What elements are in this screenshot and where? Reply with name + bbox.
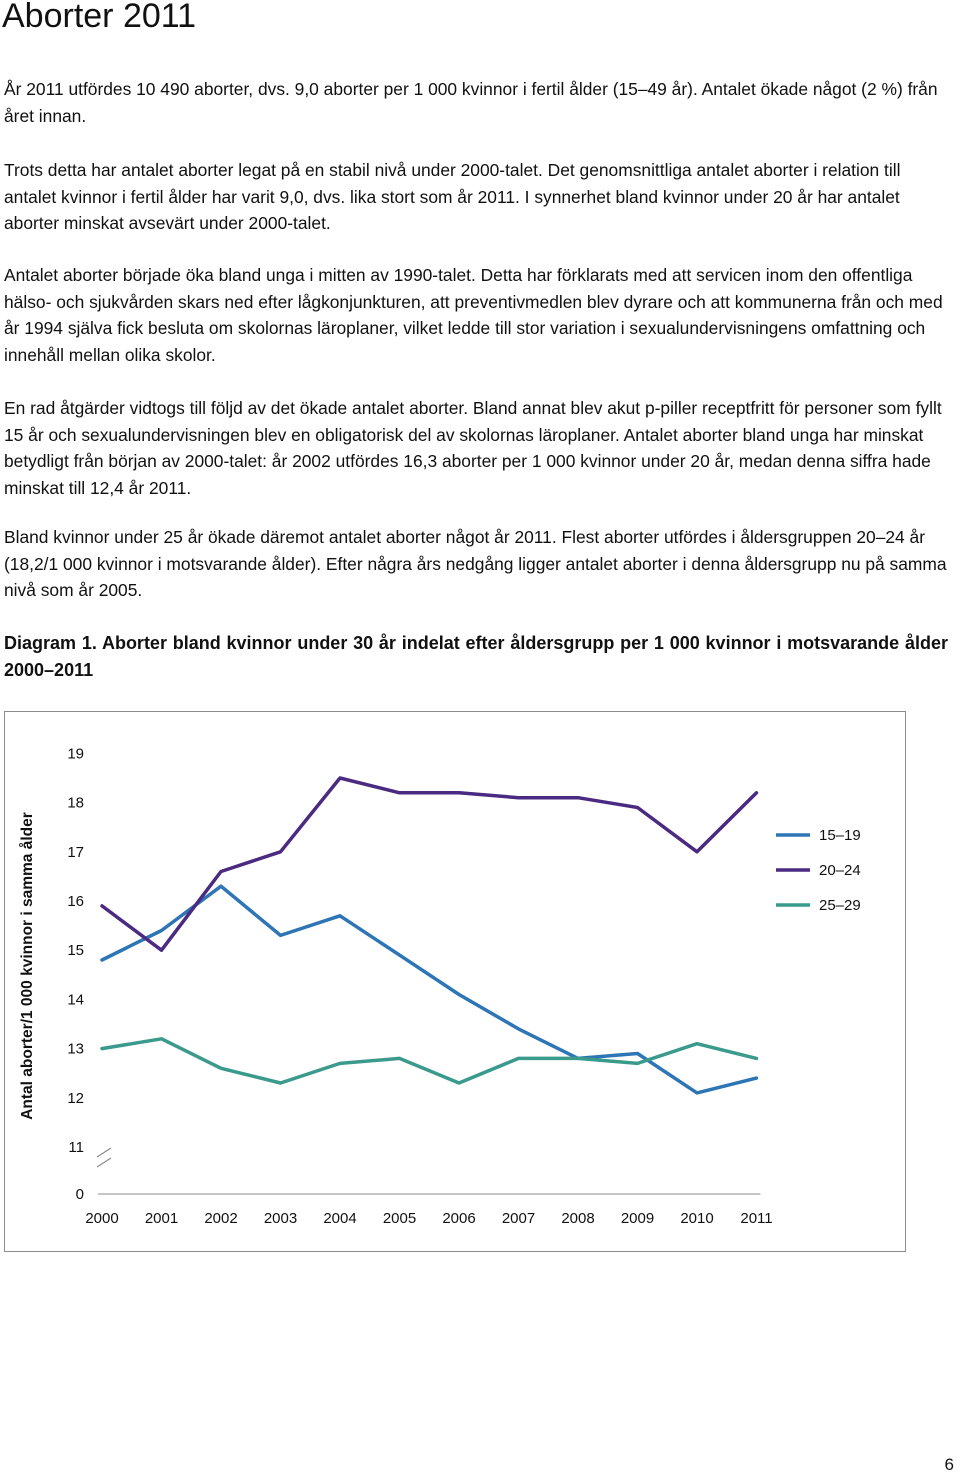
paragraph-under-25: Bland kvinnor under 25 år ökade däremot antalet aborter något år 2011. Flest aborter utfördes i åldersgruppen 20–24 år (18,2/1 000 kvinnor i motsvarande ålder). Efter några års nedgång ligger antalet aborter i denna åldersgrupp nu på samma nivå som år 2005. (4, 527, 947, 600)
y-tick-label: 15 (67, 942, 84, 960)
x-tick-label: 2009 (620, 1210, 655, 1227)
x-tick-label: 2002 (204, 1210, 238, 1227)
y-tick-label: 0 (75, 1186, 84, 1203)
page-title: Aborter 2011 (2, 0, 197, 35)
legend-label: 20–24 (819, 862, 861, 879)
line-chart (4, 711, 906, 1252)
y-tick-label: 11 (68, 1139, 84, 1156)
y-tick-label: 13 (67, 1040, 84, 1058)
x-tick-label: 2006 (442, 1210, 476, 1227)
y-tick-label: 16 (67, 893, 84, 910)
legend-label: 25–29 (819, 897, 861, 914)
page-number: 6 (944, 1455, 954, 1474)
y-tick-label: 18 (67, 794, 84, 812)
x-tick-label: 2000 (85, 1210, 119, 1227)
y-tick-label: 12 (67, 1089, 84, 1107)
x-tick-label: 2003 (263, 1210, 298, 1227)
x-tick-label: 2008 (561, 1210, 595, 1227)
paragraph-1990s-increase: Antalet aborter började öka bland unga i mitten av 1990-talet. Detta har förklarats med att servicen inom den offentliga hälso- och sjukvården skars ned efter lågkonjunkturen, att preventivmedlen blev dyrare och att kommunerna från och med år 1994 själva fick besluta om skolornas läroplaner, vilket ledde till stor variation i sexualundervisningens omfattning och innehåll mellan olika skolor. (4, 265, 943, 365)
paragraph-stable-level: Trots detta har antalet aborter legat på en stabil nivå under 2000-talet. Det genomsnittliga antalet aborter i relation till antalet kvinnor i fertil ålder har varit 9,0, dvs. lika stort som år 2011. I synnerhet bland kvinnor under 20 år har antalet aborter minskat avsevärt under 2000-talet. (4, 160, 901, 233)
x-tick-label: 2010 (680, 1210, 714, 1227)
y-tick-label: 14 (67, 991, 84, 1009)
x-tick-label: 2001 (144, 1210, 179, 1227)
legend-label: 15–19 (819, 827, 861, 844)
diagram-caption: Diagram 1. Aborter bland kvinnor under 30 år indelat efter åldersgrupp per 1 000 kvinnor i motsvarande ålder 2000–2011 (4, 633, 948, 680)
paragraph-intro: År 2011 utfördes 10 490 aborter, dvs. 9,0 aborter per 1 000 kvinnor i fertil ålder (15–49 år). Antalet ökade något (2 %) från året innan. (4, 79, 938, 126)
x-tick-label: 2007 (501, 1210, 536, 1227)
line-chart-svg (4, 711, 906, 1252)
y-tick-label: 19 (67, 745, 84, 763)
x-tick-label: 2004 (323, 1210, 357, 1227)
x-tick-label: 2011 (740, 1210, 773, 1227)
paragraph-measures: En rad åtgärder vidtogs till följd av det ökade antalet aborter. Bland annat blev akut p-piller receptfritt för personer som fyllt 15 år och sexualundervisningen blev en obligatorisk del av skolornas läroplaner. Antalet aborter bland unga har minskat betydligt från början av 2000-talet: år 2002 utfördes 16,3 aborter per 1 000 kvinnor under 20 år, medan denna siffra hade minskat till 12,4 år 2011. (4, 398, 942, 498)
y-axis-label: Antal aborter/1 000 kvinnor i samma ålder (19, 812, 36, 1120)
x-tick-label: 2005 (382, 1210, 417, 1227)
y-tick-label: 17 (67, 843, 84, 861)
